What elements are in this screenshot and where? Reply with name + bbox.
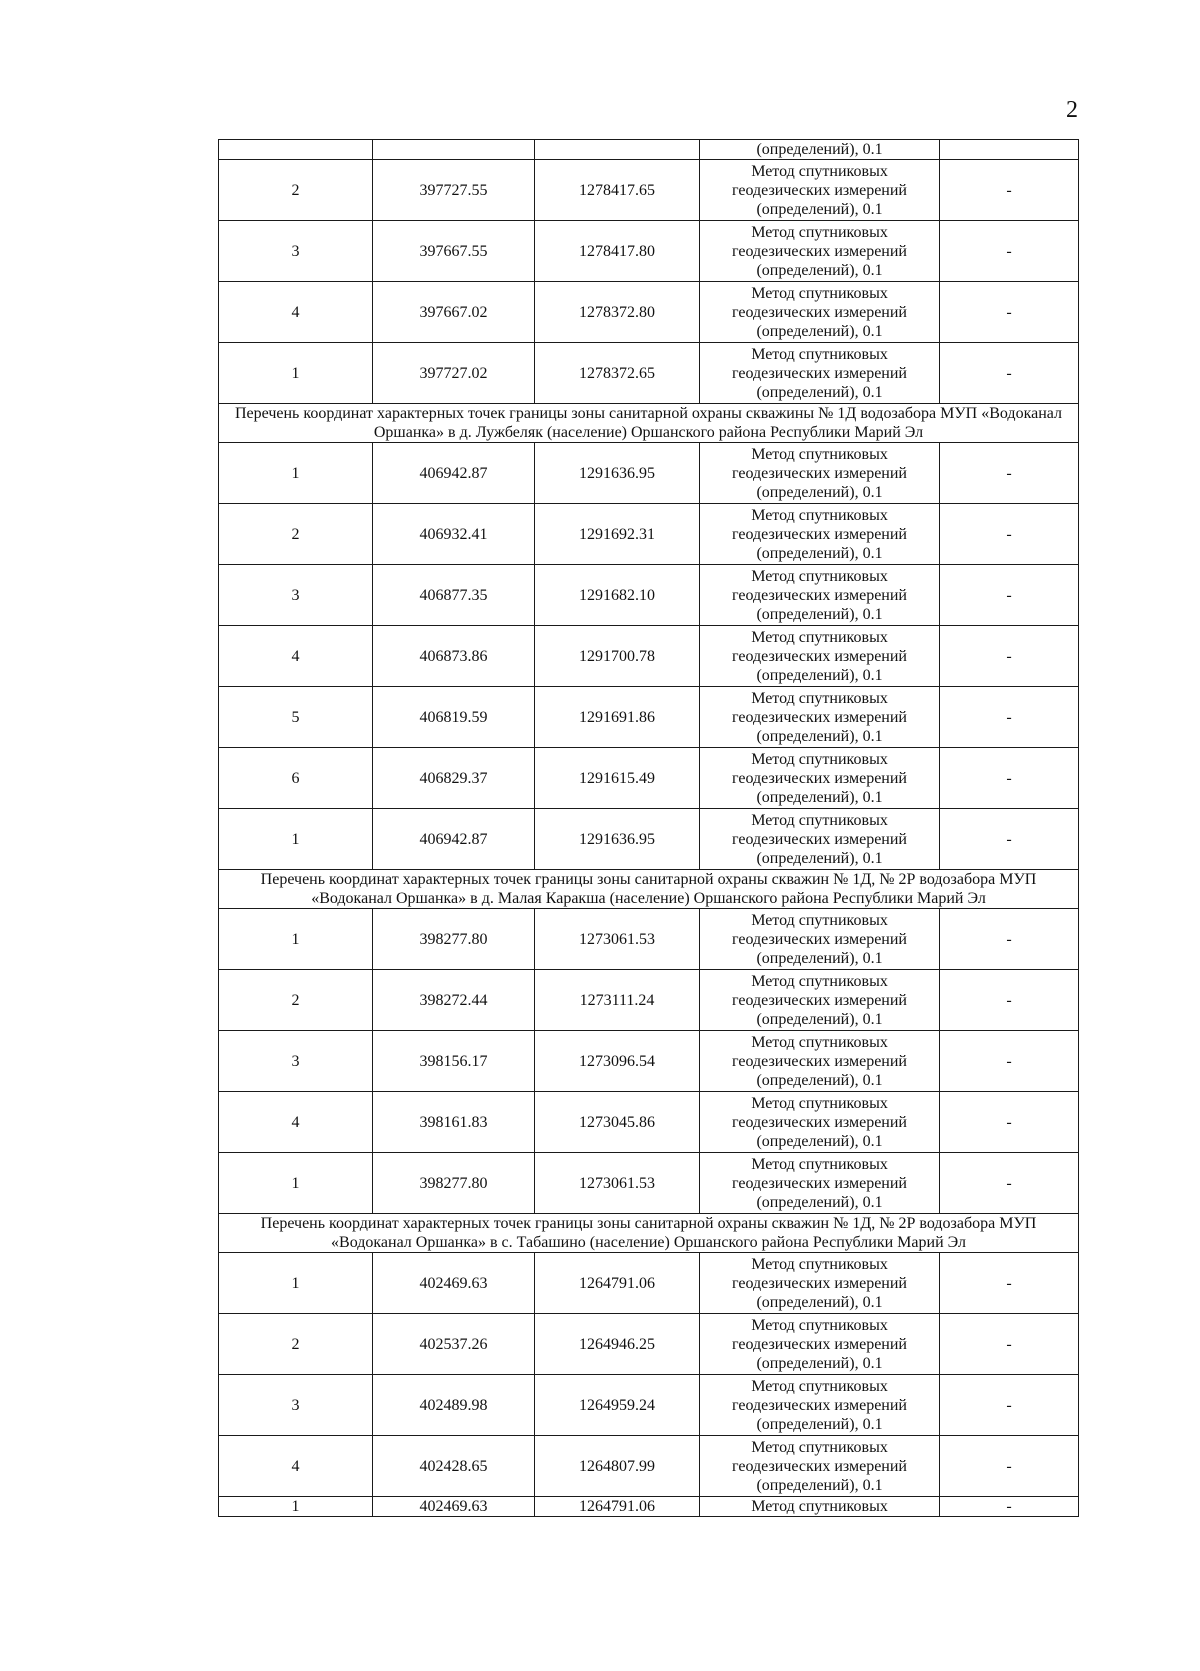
table-row	[219, 1092, 1079, 1153]
method-line: геодезических измерений	[732, 1113, 907, 1131]
method-line: (определений), 0.1	[756, 1293, 883, 1311]
method-line: (определений), 0.1	[756, 727, 883, 745]
error-cell: -	[940, 1497, 1079, 1517]
method-line: геодезических измерений	[732, 1174, 907, 1192]
x-coordinate-cell: 398156.17	[373, 1031, 535, 1092]
method-cell: Метод спутниковых	[700, 1497, 940, 1517]
method-line: геодезических измерений	[732, 364, 907, 382]
table-row	[219, 565, 1079, 626]
empty-cell	[535, 140, 700, 160]
x-coordinate-cell: 397727.02	[373, 343, 535, 404]
method-line: Метод спутниковых	[751, 1316, 888, 1334]
error-cell: -	[940, 343, 1079, 404]
method-line: геодезических измерений	[732, 525, 907, 543]
method-line: (определений), 0.1	[756, 605, 883, 623]
method-line: Метод спутниковых	[751, 811, 888, 829]
method-line: Метод спутниковых	[751, 284, 888, 302]
method-line: (определений), 0.1	[756, 849, 883, 867]
y-coordinate-cell: 1264791.06	[535, 1497, 700, 1517]
point-number-cell: 3	[219, 565, 373, 626]
method-cell	[700, 443, 940, 504]
point-number-cell: 1	[219, 443, 373, 504]
method-cell	[700, 504, 940, 565]
y-coordinate-cell: 1291636.95	[535, 809, 700, 870]
method-line: Метод спутниковых	[751, 1033, 888, 1051]
method-cell	[700, 1436, 940, 1497]
error-cell: -	[940, 1436, 1079, 1497]
section-heading: Перечень координат характерных точек границы зоны санитарной охраны скважины № 1Д водозабора МУП «Водоканал Оршанка» в д. Лужбеляк (население) Оршанского района Республики Марий Эл	[219, 404, 1079, 443]
method-line: геодезических измерений	[732, 1396, 907, 1414]
x-coordinate-cell: 402489.98	[373, 1375, 535, 1436]
table-row	[219, 809, 1079, 870]
method-line: геодезических измерений	[732, 1457, 907, 1475]
method-line: Метод спутниковых	[751, 1438, 888, 1456]
method-line: (определений), 0.1	[756, 1476, 883, 1494]
method-line: геодезических измерений	[732, 930, 907, 948]
error-cell: -	[940, 1092, 1079, 1153]
method-line: (определений), 0.1	[756, 200, 883, 218]
table-row	[219, 504, 1079, 565]
method-line: (определений), 0.1	[756, 261, 883, 279]
page-number: 2	[1066, 97, 1078, 123]
error-cell: -	[940, 970, 1079, 1031]
method-line: (определений), 0.1	[756, 1010, 883, 1028]
table-row	[219, 282, 1079, 343]
point-number-cell: 2	[219, 160, 373, 221]
method-line: (определений), 0.1	[756, 1415, 883, 1433]
point-number-cell: 3	[219, 221, 373, 282]
y-coordinate-cell: 1278417.80	[535, 221, 700, 282]
method-line: (определений), 0.1	[756, 1193, 883, 1211]
table-row	[219, 687, 1079, 748]
x-coordinate-cell: 402469.63	[373, 1497, 535, 1517]
point-number-cell: 4	[219, 1092, 373, 1153]
x-coordinate-cell: 398161.83	[373, 1092, 535, 1153]
error-cell: -	[940, 1314, 1079, 1375]
point-number-cell: 3	[219, 1375, 373, 1436]
x-coordinate-cell: 406942.87	[373, 809, 535, 870]
section-heading-row	[219, 1214, 1079, 1253]
method-line: Метод спутниковых	[751, 1377, 888, 1395]
method-line: Метод спутниковых	[751, 1094, 888, 1112]
method-cell	[700, 1375, 940, 1436]
method-cell	[700, 626, 940, 687]
method-cell	[700, 687, 940, 748]
table-row	[219, 909, 1079, 970]
method-line: (определений), 0.1	[756, 949, 883, 967]
method-line: геодезических измерений	[732, 303, 907, 321]
error-cell: -	[940, 221, 1079, 282]
x-coordinate-cell: 397667.02	[373, 282, 535, 343]
y-coordinate-cell: 1273045.86	[535, 1092, 700, 1153]
empty-cell	[940, 140, 1079, 160]
method-cell	[700, 970, 940, 1031]
table-row	[219, 970, 1079, 1031]
error-cell: -	[940, 809, 1079, 870]
method-line: (определений), 0.1	[756, 483, 883, 501]
x-coordinate-cell: 402469.63	[373, 1253, 535, 1314]
table-row	[219, 160, 1079, 221]
method-cell	[700, 1314, 940, 1375]
method-line: геодезических измерений	[732, 464, 907, 482]
point-number-cell: 1	[219, 1253, 373, 1314]
error-cell: -	[940, 626, 1079, 687]
error-cell: -	[940, 565, 1079, 626]
method-line: Метод спутниковых	[751, 162, 888, 180]
table-row	[219, 626, 1079, 687]
error-cell: -	[940, 1153, 1079, 1214]
error-cell: -	[940, 748, 1079, 809]
table-row	[219, 1031, 1079, 1092]
method-cell	[700, 909, 940, 970]
x-coordinate-cell: 402537.26	[373, 1314, 535, 1375]
method-cell	[700, 160, 940, 221]
x-coordinate-cell: 398277.80	[373, 1153, 535, 1214]
method-line: Метод спутниковых	[751, 689, 888, 707]
table-row	[219, 1436, 1079, 1497]
section-heading-row	[219, 870, 1079, 909]
point-number-cell: 2	[219, 970, 373, 1031]
method-line: геодезических измерений	[732, 769, 907, 787]
error-cell: -	[940, 1375, 1079, 1436]
point-number-cell: 2	[219, 1314, 373, 1375]
method-line: Метод спутниковых	[751, 567, 888, 585]
method-cell	[700, 343, 940, 404]
error-cell: -	[940, 160, 1079, 221]
method-line: (определений), 0.1	[756, 322, 883, 340]
method-line: (определений), 0.1	[756, 788, 883, 806]
empty-cell	[373, 140, 535, 160]
method-line: Метод спутниковых	[751, 345, 888, 363]
method-line: геодезических измерений	[732, 647, 907, 665]
empty-cell	[219, 140, 373, 160]
point-number-cell: 3	[219, 1031, 373, 1092]
y-coordinate-cell: 1291692.31	[535, 504, 700, 565]
x-coordinate-cell: 406932.41	[373, 504, 535, 565]
section-heading-row	[219, 404, 1079, 443]
method-line: Метод спутниковых	[751, 223, 888, 241]
x-coordinate-cell: 406877.35	[373, 565, 535, 626]
y-coordinate-cell: 1278372.65	[535, 343, 700, 404]
table-row	[219, 221, 1079, 282]
section-heading: Перечень координат характерных точек границы зоны санитарной охраны скважин № 1Д, № 2Р водозабора МУП «Водоканал Оршанка» в с. Табашино (население) Оршанского района Республики Марий Эл	[219, 1214, 1079, 1253]
table-row	[219, 343, 1079, 404]
x-coordinate-cell: 406829.37	[373, 748, 535, 809]
method-line: (определений), 0.1	[756, 1071, 883, 1089]
method-line: Метод спутниковых	[751, 911, 888, 929]
point-number-cell: 1	[219, 1153, 373, 1214]
method-cell	[700, 1153, 940, 1214]
x-coordinate-cell: 406942.87	[373, 443, 535, 504]
y-coordinate-cell: 1273061.53	[535, 1153, 700, 1214]
point-number-cell: 1	[219, 343, 373, 404]
error-cell: -	[940, 282, 1079, 343]
coordinates-table	[218, 139, 1079, 1517]
y-coordinate-cell: 1278372.80	[535, 282, 700, 343]
method-cell	[700, 809, 940, 870]
x-coordinate-cell: 398277.80	[373, 909, 535, 970]
method-line: Метод спутниковых	[751, 1255, 888, 1273]
point-number-cell: 4	[219, 626, 373, 687]
table-row	[219, 1153, 1079, 1214]
table-row	[219, 1375, 1079, 1436]
x-coordinate-cell: 397667.55	[373, 221, 535, 282]
y-coordinate-cell: 1291615.49	[535, 748, 700, 809]
method-line: (определений), 0.1	[756, 1132, 883, 1150]
y-coordinate-cell: 1264807.99	[535, 1436, 700, 1497]
point-number-cell: 6	[219, 748, 373, 809]
coordinates-table-body	[219, 140, 1079, 1517]
x-coordinate-cell: 406819.59	[373, 687, 535, 748]
x-coordinate-cell: 398272.44	[373, 970, 535, 1031]
method-cell	[700, 565, 940, 626]
x-coordinate-cell: 402428.65	[373, 1436, 535, 1497]
table-row	[219, 1253, 1079, 1314]
y-coordinate-cell: 1264946.25	[535, 1314, 700, 1375]
point-number-cell: 1	[219, 1497, 373, 1517]
method-cell	[700, 1253, 940, 1314]
method-line: Метод спутниковых	[751, 628, 888, 646]
y-coordinate-cell: 1291682.10	[535, 565, 700, 626]
method-cell	[700, 282, 940, 343]
method-cell	[700, 221, 940, 282]
method-line: геодезических измерений	[732, 1274, 907, 1292]
continuation-row	[219, 140, 1079, 160]
method-line: геодезических измерений	[732, 830, 907, 848]
method-line: (определений), 0.1	[756, 666, 883, 684]
y-coordinate-cell: 1278417.65	[535, 160, 700, 221]
method-line: геодезических измерений	[732, 991, 907, 1009]
error-cell: -	[940, 443, 1079, 504]
error-cell: -	[940, 909, 1079, 970]
table-row	[219, 1497, 1079, 1517]
point-number-cell: 5	[219, 687, 373, 748]
method-line: геодезических измерений	[732, 242, 907, 260]
y-coordinate-cell: 1273111.24	[535, 970, 700, 1031]
method-line: геодезических измерений	[732, 586, 907, 604]
point-number-cell: 4	[219, 282, 373, 343]
y-coordinate-cell: 1291691.86	[535, 687, 700, 748]
y-coordinate-cell: 1264791.06	[535, 1253, 700, 1314]
error-cell: -	[940, 1031, 1079, 1092]
error-cell: -	[940, 504, 1079, 565]
method-line: геодезических измерений	[732, 181, 907, 199]
method-line: геодезических измерений	[732, 708, 907, 726]
x-coordinate-cell: 406873.86	[373, 626, 535, 687]
method-line: геодезических измерений	[732, 1052, 907, 1070]
method-line: геодезических измерений	[732, 1335, 907, 1353]
table-row	[219, 443, 1079, 504]
method-cell	[700, 1031, 940, 1092]
method-line: Метод спутниковых	[751, 445, 888, 463]
table-row	[219, 748, 1079, 809]
method-line: Метод спутниковых	[751, 972, 888, 990]
method-line: (определений), 0.1	[756, 383, 883, 401]
point-number-cell: 2	[219, 504, 373, 565]
y-coordinate-cell: 1291636.95	[535, 443, 700, 504]
section-heading: Перечень координат характерных точек границы зоны санитарной охраны скважин № 1Д, № 2Р водозабора МУП «Водоканал Оршанка» в д. Малая Каракша (население) Оршанского района Республики Марий Эл	[219, 870, 1079, 909]
method-line: (определений), 0.1	[756, 544, 883, 562]
y-coordinate-cell: 1273096.54	[535, 1031, 700, 1092]
x-coordinate-cell: 397727.55	[373, 160, 535, 221]
method-line: Метод спутниковых	[751, 750, 888, 768]
method-cell: (определений), 0.1	[700, 140, 940, 160]
point-number-cell: 1	[219, 909, 373, 970]
point-number-cell: 4	[219, 1436, 373, 1497]
method-line: Метод спутниковых	[751, 1155, 888, 1173]
error-cell: -	[940, 1253, 1079, 1314]
method-line: (определений), 0.1	[756, 1354, 883, 1372]
y-coordinate-cell: 1273061.53	[535, 909, 700, 970]
error-cell: -	[940, 687, 1079, 748]
method-line: Метод спутниковых	[751, 506, 888, 524]
y-coordinate-cell: 1264959.24	[535, 1375, 700, 1436]
method-cell	[700, 1092, 940, 1153]
point-number-cell: 1	[219, 809, 373, 870]
y-coordinate-cell: 1291700.78	[535, 626, 700, 687]
method-cell	[700, 748, 940, 809]
table-row	[219, 1314, 1079, 1375]
